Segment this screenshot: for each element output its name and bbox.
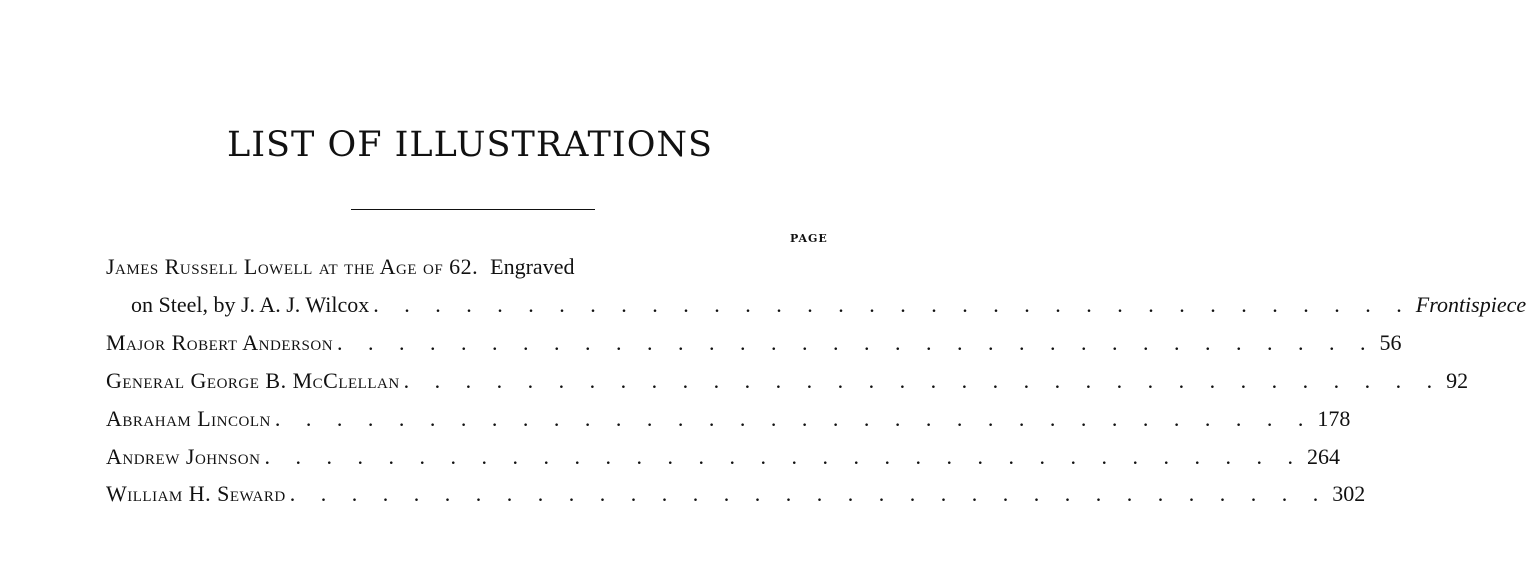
title-divider — [351, 209, 595, 210]
illustration-name: William H. Seward — [106, 481, 286, 506]
list-item — [106, 406, 1351, 436]
dot-leader: . . . . . . . . . . . . . . . . . . . . . . . . . . . . . . . . . . — [403, 368, 1443, 393]
illustration-credit: on Steel, by J. A. J. Wilcox — [131, 292, 370, 317]
page-title: LIST OF ILLUSTRATIONS — [226, 125, 713, 165]
illustration-name: General George B. McClellan — [106, 368, 400, 393]
page-number: 302 — [1332, 481, 1366, 506]
dot-leader: . . . . . . . . . . . . . . . . . . . . . . . . . . . . . . . . . . — [373, 292, 1412, 317]
illustration-name: James Russell Lowell at the Age of 62. — [106, 254, 479, 279]
list-item — [106, 481, 1366, 511]
dot-leader: . . . . . . . . . . . . . . . . . . . . . . . . . . . . . . . . . . — [289, 481, 1329, 506]
illustration-name: Abraham Lincoln — [106, 406, 271, 431]
illustration-description: Engraved — [490, 254, 575, 279]
illustration-name: Major Robert Anderson — [106, 330, 334, 355]
list-item-continuation — [131, 292, 1526, 318]
dot-leader: . . . . . . . . . . . . . . . . . . . . . . . . . . . . . . . . . . — [337, 330, 1376, 355]
list-item — [106, 368, 1469, 398]
page-number: 56 — [1379, 330, 1402, 355]
dot-leader: . . . . . . . . . . . . . . . . . . . . . . . . . . . . . . . . . . — [264, 444, 1303, 469]
list-item — [106, 444, 1340, 474]
list-item — [106, 254, 838, 284]
page-number: 178 — [1317, 406, 1351, 431]
dot-leader: . . . . . . . . . . . . . . . . . . . . . . . . . . . . . . . . . . — [274, 406, 1314, 431]
list-item — [106, 330, 1402, 360]
page-number: 92 — [1446, 368, 1469, 393]
page-number: Frontispiece — [1415, 292, 1526, 317]
page-number: 264 — [1306, 444, 1340, 469]
page-column-header: PAGE — [790, 232, 828, 245]
illustration-name: Andrew Johnson — [106, 444, 261, 469]
